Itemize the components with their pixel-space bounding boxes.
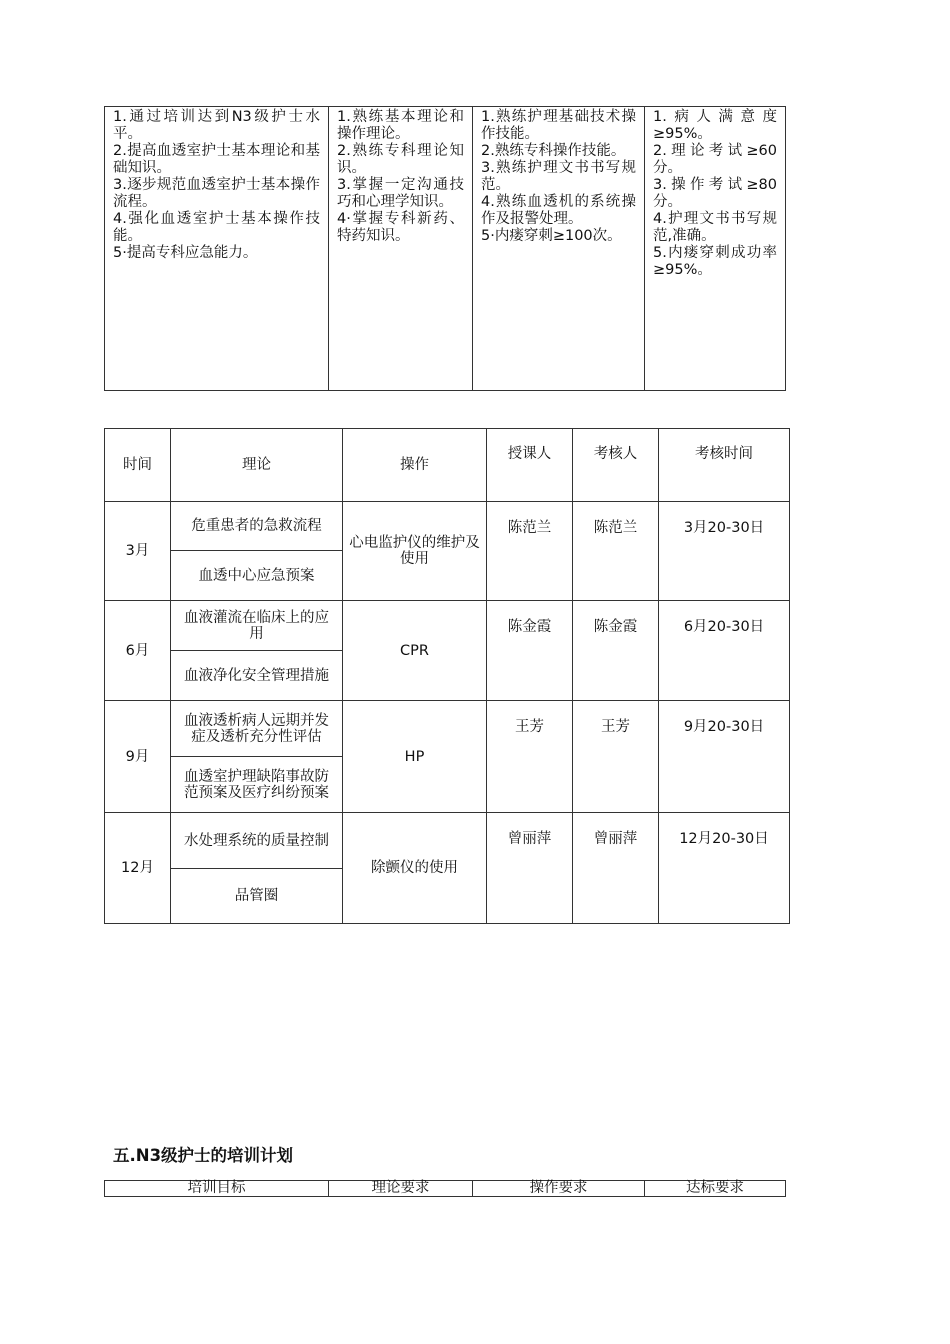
header-training-goal: 培训目标 — [105, 1181, 329, 1197]
theory-topic: 血液灌流在临床上的应用 — [171, 601, 343, 651]
table-header-row — [105, 1181, 786, 1197]
standard-item: 3.操作考试≥80分。 — [653, 177, 777, 210]
standard-item: 2.理论考试≥60分。 — [653, 143, 777, 176]
theory-item: 2.熟练专科理论知识。 — [337, 143, 464, 176]
theory-requirements-cell — [329, 107, 473, 391]
teacher-name: 陈金霞 — [487, 601, 573, 701]
header-standard-requirements: 达标要求 — [645, 1181, 786, 1197]
standard-item: 1.病人满意度≥95%。 — [653, 109, 777, 142]
header-teacher: 授课人 — [487, 429, 573, 502]
row-time: 12月 — [105, 813, 171, 924]
training-goals-cell — [105, 107, 329, 391]
theory-topic: 血透中心应急预案 — [171, 551, 343, 601]
header-assess-time: 考核时间 — [659, 429, 790, 502]
operation-item: 2.熟练专科操作技能。 — [481, 143, 626, 159]
table-row — [105, 813, 790, 869]
table-header-row — [105, 429, 790, 502]
theory-topic: 品管圈 — [171, 869, 343, 924]
goal-item: 4.强化血透室护士基本操作技能。 — [113, 211, 320, 244]
goal-item: 1.通过培训达到N3级护士水平。 — [113, 109, 320, 142]
header-theory-requirements: 理论要求 — [329, 1181, 473, 1197]
teacher-name: 曾丽萍 — [487, 813, 573, 924]
operation-topic: HP — [343, 701, 487, 813]
assessor-name: 曾丽萍 — [573, 813, 659, 924]
training-plan-header-table — [104, 1180, 786, 1197]
table-row — [105, 701, 790, 757]
header-operation: 操作 — [343, 429, 487, 502]
goal-item: 2.提高血透室护士基本理论和基础知识。 — [113, 143, 320, 176]
operation-item: 4.熟练血透机的系统操作及报警处理。 — [481, 194, 636, 227]
operation-topic: CPR — [343, 601, 487, 701]
theory-topic: 血液透析病人远期并发症及透析充分性评估 — [171, 701, 343, 757]
header-assessor: 考核人 — [573, 429, 659, 502]
training-goals-table — [104, 106, 786, 391]
row-time: 6月 — [105, 601, 171, 701]
row-time: 9月 — [105, 701, 171, 813]
assess-time: 6月20-30日 — [659, 601, 790, 701]
theory-item: 3.掌握一定沟通技巧和心理学知识。 — [337, 177, 464, 210]
goal-item: 5·提高专科应急能力。 — [113, 245, 258, 261]
standard-item: 4.护理文书书写规范,准确。 — [653, 211, 777, 244]
section-heading: 五.N3级护士的培训计划 — [113, 1146, 294, 1165]
teacher-name: 王芳 — [487, 701, 573, 813]
assessor-name: 陈范兰 — [573, 502, 659, 601]
goal-item: 3.逐步规范血透室护士基本操作流程。 — [113, 177, 320, 210]
operation-topic: 除颤仪的使用 — [343, 813, 487, 924]
standard-item: 5.内瘘穿刺成功率≥95%。 — [653, 245, 777, 278]
teacher-name: 陈范兰 — [487, 502, 573, 601]
assessor-name: 王芳 — [573, 701, 659, 813]
header-operation-requirements: 操作要求 — [473, 1181, 645, 1197]
operation-item: 1.熟练护理基础技术操作技能。 — [481, 109, 636, 142]
operation-requirements-cell — [473, 107, 645, 391]
header-theory: 理论 — [171, 429, 343, 502]
theory-topic: 危重患者的急救流程 — [171, 502, 343, 551]
operation-item: 3.熟练护理文书书写规范。 — [481, 160, 636, 193]
theory-topic: 血透室护理缺陷事故防范预案及医疗纠纷预案 — [171, 757, 343, 813]
table-row — [105, 502, 790, 551]
header-time: 时间 — [105, 429, 171, 502]
theory-item: 1.熟练基本理论和操作理论。 — [337, 109, 464, 142]
assess-time: 12月20-30日 — [659, 813, 790, 924]
assess-time: 9月20-30日 — [659, 701, 790, 813]
operation-item: 5·内瘘穿刺≥100次。 — [481, 228, 622, 244]
standard-requirements-cell — [645, 107, 786, 391]
row-time: 3月 — [105, 502, 171, 601]
theory-topic: 血液净化安全管理措施 — [171, 651, 343, 701]
theory-item: 4·掌握专科新药、特药知识。 — [337, 211, 464, 244]
assessor-name: 陈金霞 — [573, 601, 659, 701]
table-row — [105, 601, 790, 651]
assess-time: 3月20-30日 — [659, 502, 790, 601]
operation-topic: 心电监护仪的维护及使用 — [343, 502, 487, 601]
training-schedule-table — [104, 428, 790, 924]
theory-topic: 水处理系统的质量控制 — [171, 813, 343, 869]
